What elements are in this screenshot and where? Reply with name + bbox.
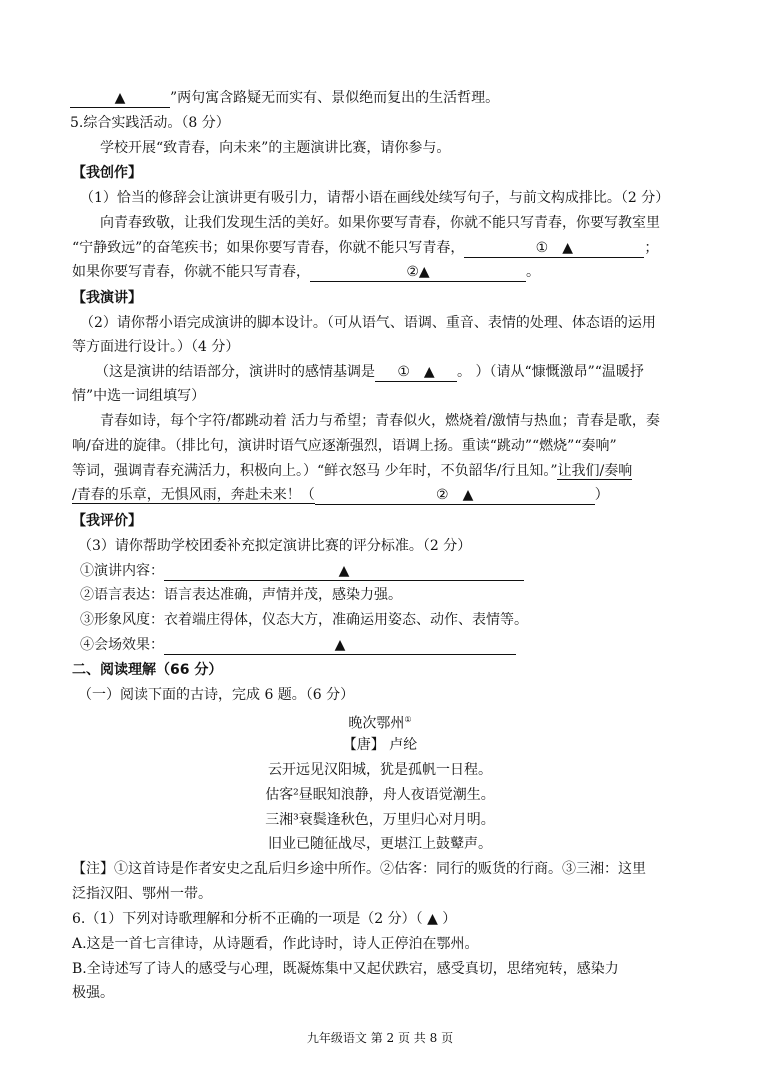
section-2-sub: （一）阅读下面的古诗，完成 6 题。（6 分） <box>78 687 355 703</box>
evaluate-blank-1: ▲ <box>164 562 524 581</box>
poem-line-1: 云开远见汉阳城，犹是孤帆一日程。 <box>268 762 492 778</box>
create-text-2 <box>72 238 658 258</box>
speak-question-1: （2）请你帮小语完成演讲的脚本设计。（可从语气、语调、重音、表情的处理、体态语的运用 <box>80 315 656 331</box>
speak-para-4b: ） <box>594 487 609 503</box>
speak-para-4 <box>72 485 609 505</box>
speak-para-2: 响/奋进的旋律。（排比句，演讲时语气应逐渐强烈，语调上扬。重读“跳动”“燃烧”“奏响” <box>72 438 617 454</box>
poem-line-2: 估客²昼眠知浪静，舟人夜语觉潮生。 <box>265 787 495 803</box>
evaluate-blank-4: ▲ <box>164 636 516 655</box>
section-2-title: 二、阅读理解（66 分） <box>72 662 223 678</box>
create-text-3a: 如果你要写青春，你就不能只写青春， <box>72 264 310 280</box>
speak-script-2: 情”中选一词组填写） <box>72 388 206 404</box>
create-text-1: 向青春致敬，让我们发现生活的美好。如果你要写青春，你就不能只写青春，你要写教室里 <box>100 215 660 231</box>
speak-para-1: 青春如诗，每个字符/都跳动着 活力与希望；青春似火，燃烧着/激情与热血；青春是歌，奏 <box>100 413 660 429</box>
evaluate-question: （3）请你帮助学校团委补充拟定演讲比赛的评分标准。（2 分） <box>78 538 472 554</box>
speak-para-3 <box>72 461 632 481</box>
notes-line-2: 泛指汉阳、鄂州一带。 <box>72 886 212 902</box>
evaluate-item-4 <box>80 635 516 655</box>
poem-author: 【唐】 卢纶 <box>342 737 418 753</box>
page-footer: 九年级语文 第 2 页 共 8 页 <box>306 1031 454 1045</box>
create-heading: 【我创作】 <box>72 165 142 181</box>
poem-line-3: 三湘³衰鬓逢秋色，万里归心对月明。 <box>265 812 495 828</box>
speak-script-1a: （这是演讲的结语部分，演讲时的感情基调是 <box>95 364 375 380</box>
evaluate-item-1-label: ①演讲内容： <box>80 563 164 579</box>
speak-script-1b: 。 ）（请从“慷慨激昂”“温暖抒 <box>457 364 644 380</box>
speak-heading: 【我演讲】 <box>72 290 142 306</box>
poem-line-4: 旧业已随征战尽，更堪江上鼓鼙声。 <box>268 836 492 852</box>
poem-title-note: ① <box>404 715 412 724</box>
evaluate-item-2: ②语言表达：语言表达准确，声情并茂，感染力强。 <box>80 587 402 603</box>
create-text-3 <box>72 262 540 282</box>
create-blank-2: ②▲ <box>310 263 526 282</box>
speak-question-2: 等方面进行设计。）（4 分） <box>72 339 240 355</box>
poem-title-text: 晚次鄂州 <box>348 715 405 732</box>
q6-option-a: A.这是一首七言律诗，从诗题看，作此诗时，诗人正停泊在鄂州。 <box>72 936 479 952</box>
create-text-3b: 。 <box>526 264 540 280</box>
q5-title: 5.综合实践活动。（8 分） <box>70 115 230 131</box>
speak-blank-1: ① ▲ <box>375 363 457 382</box>
top-continuation-line <box>70 88 499 108</box>
evaluate-item-3: ③形象风度：衣着端庄得体，仪态大方，准确运用姿态、动作、表情等。 <box>80 612 528 628</box>
create-blank-1: ① ▲ <box>464 239 644 258</box>
q6-option-b-2: 极强。 <box>72 985 114 1001</box>
speak-para-4a: /青春的乐章，无惧风雨，奔赴未来！（ <box>72 487 315 503</box>
notes-line-1: 【注】①这首诗是作者安史之乱后归乡途中所作。②估客：同行的贩货的行商。③三湘：这里 <box>72 861 646 877</box>
top-line-text: ”两句寓含路疑无而实有、景似绝而复出的生活哲理。 <box>170 90 500 106</box>
create-text-2a: “宁静致远”的奋笔疾书；如果你要写青春，你就不能只写青春， <box>72 240 465 256</box>
q6-question: 6.（1）下列对诗歌理解和分析不正确的一项是（2 分）（ ▲ ） <box>72 911 457 927</box>
evaluate-item-4-label: ④会场效果： <box>80 637 164 653</box>
answer-blank: ▲ <box>70 89 170 108</box>
q5-intro: 学校开展“致青春，向未来”的主题演讲比赛，请你参与。 <box>100 140 451 156</box>
evaluate-heading: 【我评价】 <box>72 513 142 529</box>
evaluate-item-1 <box>80 561 524 581</box>
create-question: （1）恰当的修辞会让演讲更有吸引力，请帮小语在画线处续写句子，与前文构成排比。（2 分） <box>80 190 670 206</box>
speak-blank-2: ② ▲ <box>315 486 595 505</box>
q6-option-b-1: B.全诗述写了诗人的感受与心理，既凝炼集中又起伏跌宕，感受真切，思绪宛转，感染力 <box>72 961 619 977</box>
poem-title <box>0 710 760 734</box>
speak-para-3b: 让我们/奏响 <box>557 463 633 479</box>
speak-script-1 <box>95 362 644 382</box>
speak-para-3a: 等词，强调青春充满活力，积极向上。）“鲜衣怒马 少年时，不负韶华/行且知。” <box>72 463 558 479</box>
create-text-2b: ； <box>644 240 659 256</box>
